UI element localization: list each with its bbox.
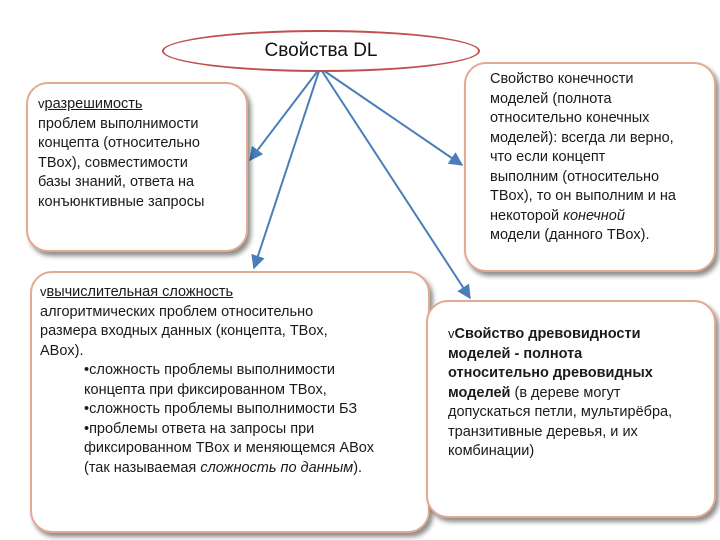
finite-line: Свойство конечности — [490, 71, 634, 87]
tree-line: допускаться петли, мультирёбра, — [448, 404, 673, 420]
complexity-heading: вычислительная сложность — [46, 284, 234, 300]
complexity-list-line: концепта при фиксированном TBox, — [84, 381, 327, 398]
finite-line8-italic: конечной — [563, 207, 625, 224]
complexity-box — [30, 271, 430, 533]
finite-line8-prefix: некоторой — [490, 207, 564, 224]
finite-line: моделей (полнота — [490, 90, 612, 107]
complexity-last-line — [40, 459, 418, 479]
complexity-list-line: •сложность проблемы выполнимости БЗ — [84, 401, 358, 417]
complexity-intro-line: ABox). — [40, 342, 84, 359]
complexity-list-line: •сложность проблемы выполнимости — [84, 362, 335, 378]
complexity-heading-line — [40, 282, 418, 303]
finite-line: TBox), то он выполним и на — [490, 188, 676, 204]
arrow-to-finite — [320, 68, 462, 165]
complexity-last-prefix: (так называемая — [84, 459, 201, 476]
diagram-title: Свойства DL — [264, 40, 378, 61]
tree-heading: Свойство древовидности — [454, 326, 641, 342]
finite-models-box — [464, 62, 716, 272]
finite-line: моделей): всегда ли верно, — [490, 129, 674, 146]
complexity-list-line: •проблемы ответа на запросы при — [84, 420, 315, 437]
title-ellipse — [162, 30, 480, 72]
decidability-line: конъюнктивные запросы — [38, 193, 205, 210]
tree-heading-text: моделей - полнота — [448, 345, 583, 362]
tree-models-box — [426, 300, 716, 518]
tree-line: транзитивные деревья, и их — [448, 423, 638, 440]
check-bullet-icon: v — [38, 96, 45, 111]
arrow-to-tree — [320, 68, 470, 298]
complexity-last-italic: сложность по данным — [200, 459, 354, 476]
decidability-heading: разрешимость — [44, 96, 143, 112]
finite-line: что если концепт — [490, 149, 606, 165]
arrow-to-decidability — [250, 68, 320, 160]
decidability-heading-line — [38, 94, 238, 115]
tree-heading-line — [448, 364, 706, 384]
finite-line: выполним (относительно — [490, 168, 660, 185]
check-bullet-icon: v — [448, 326, 455, 341]
tree-heading-line — [448, 324, 706, 345]
decidability-line: базы знаний, ответа на — [38, 174, 195, 190]
tree-line4-bold: моделей — [448, 384, 511, 401]
tree-line — [448, 384, 706, 404]
finite-line: модели (данного TBox). — [490, 227, 650, 243]
tree-line4-rest: (в дереве могут — [510, 384, 621, 401]
decidability-line: концепта (относительно — [38, 135, 200, 151]
tree-line: комбинации) — [448, 443, 535, 459]
check-bullet-icon: v — [40, 284, 47, 299]
decidability-line: TBox), совместимости — [38, 154, 188, 171]
finite-line: относительно конечных — [490, 110, 650, 126]
tree-heading-text: относительно древовидных — [448, 365, 653, 381]
decidability-line: проблем выполнимости — [38, 115, 199, 132]
finite-line — [490, 207, 706, 227]
tree-heading-line — [448, 345, 706, 365]
complexity-intro-line: размера входных данных (концепта, TBox, — [40, 323, 328, 339]
complexity-last-suffix: ). — [353, 459, 363, 476]
complexity-intro-line: алгоритмических проблем относительно — [40, 303, 314, 320]
complexity-list-line: фиксированном TBox и меняющемся ABox — [84, 440, 375, 456]
decidability-box — [26, 82, 248, 252]
arrow-to-complexity — [254, 68, 320, 268]
